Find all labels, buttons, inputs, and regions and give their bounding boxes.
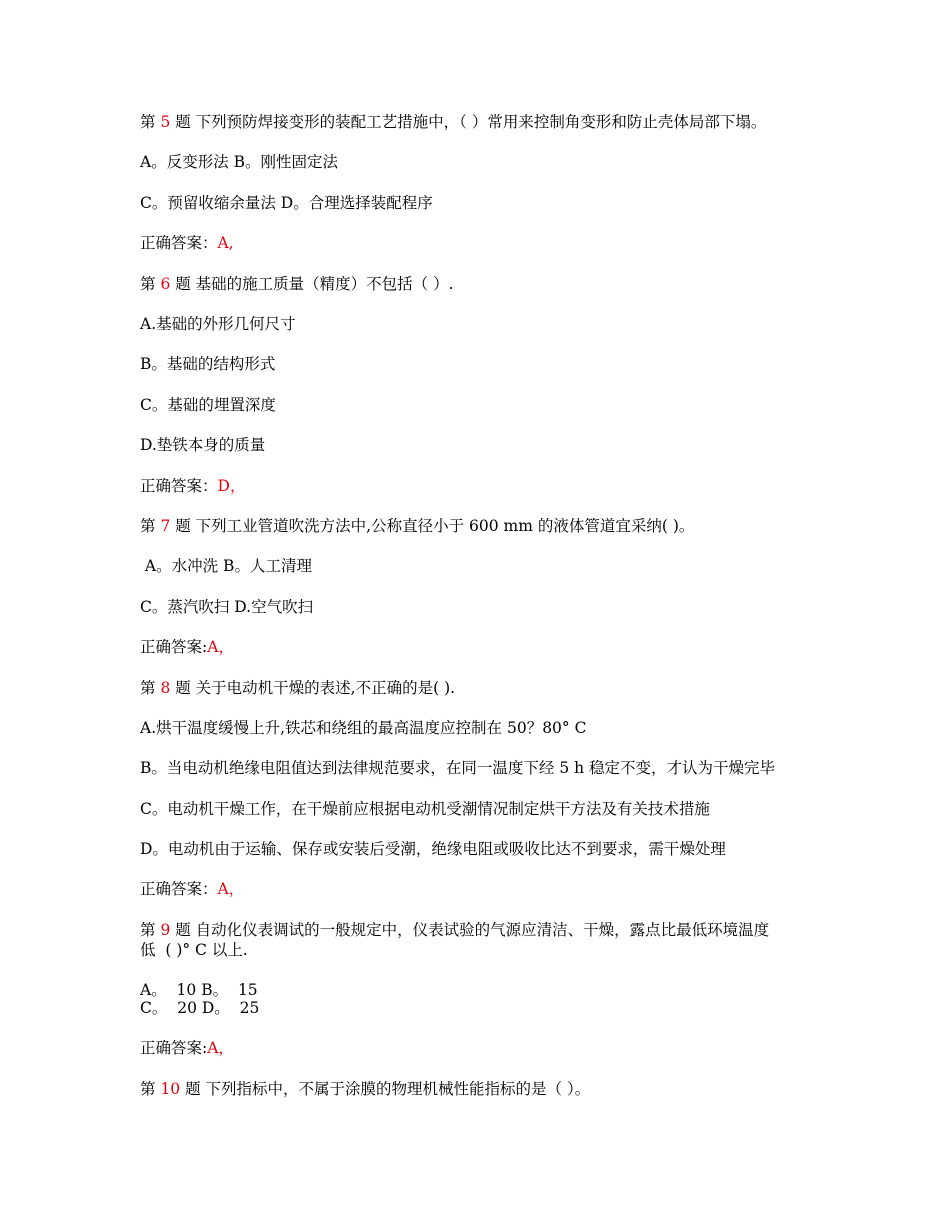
question-text: 下列预防焊接变形的装配工艺措施中，（ ）常用来控制角变形和防止壳体局部下塌。	[195, 113, 767, 131]
answer-line	[140, 1039, 234, 1057]
option-line: A。 10 B。 15	[140, 981, 258, 999]
answer-line	[140, 880, 244, 898]
question-prefix: 第	[140, 1080, 161, 1098]
option-line: B。当电动机绝缘电阻值达到法律规范要求，在同一温度下经 5 h 稳定不变，才认为干燥完毕	[140, 759, 776, 777]
answer-value: A，	[217, 880, 245, 898]
question-number: 9	[160, 921, 171, 939]
question-prefix: 第	[140, 113, 161, 131]
answer-line	[140, 234, 234, 252]
question-suffix: 题	[170, 275, 196, 293]
question-text: 下列指标中，不属于涂膜的物理机械性能指标的是（ ）。	[205, 1080, 591, 1098]
question-suffix: 题	[180, 1080, 206, 1098]
question-text: 下列工业管道吹洗方法中,公称直径小于 600 mm 的液体管道宜采纳( )。	[195, 517, 695, 535]
answer-label: 正确答案:	[140, 1039, 208, 1057]
answer-value: A，	[207, 638, 234, 656]
question-suffix: 题	[170, 921, 196, 939]
option-line: A。反变形法 B。刚性固定法	[140, 153, 339, 171]
option-line: A。水冲洗 B。人工清理	[140, 557, 312, 575]
question-title	[140, 679, 455, 697]
question-prefix: 第	[140, 679, 161, 697]
option-line: D.垫铁本身的质量	[140, 436, 266, 454]
answer-value: A,	[217, 234, 234, 252]
answer-line	[140, 638, 234, 656]
question-title	[140, 275, 454, 293]
question-prefix: 第	[140, 275, 161, 293]
question-title	[140, 921, 769, 939]
answer-line	[140, 477, 245, 495]
option-line: C。蒸汽吹扫 D.空气吹扫	[140, 598, 314, 616]
question-text: 关于电动机干燥的表述,不正确的是( ).	[195, 679, 456, 697]
question-number: 10	[160, 1080, 181, 1098]
question-suffix: 题	[170, 113, 196, 131]
answer-value: D，	[217, 477, 246, 495]
answer-label: 正确答案：	[140, 477, 218, 495]
option-line: D。电动机由于运输、保存或安装后受潮，绝缘电阻或吸收比达不到要求，需干燥处理	[140, 840, 726, 858]
question-title	[140, 113, 766, 131]
question-number: 8	[160, 679, 171, 697]
question-number: 7	[160, 517, 171, 535]
option-line: C。预留收缩余量法 D。合理选择装配程序	[140, 194, 433, 212]
answer-value: A，	[207, 1039, 234, 1057]
option-line: C。 20 D。 25	[140, 999, 260, 1017]
option-line: C。电动机干燥工作，在干燥前应根据电动机受潮情况制定烘干方法及有关技术措施	[140, 800, 710, 818]
question-number: 6	[160, 275, 171, 293]
question-number: 5	[160, 113, 171, 131]
question-text: 自动化仪表调试的一般规定中，仪表试验的气源应清洁、干燥，露点比最低环境温度	[195, 921, 770, 939]
question-title	[140, 517, 694, 535]
question-text: 基础的施工质量（精度）不包括（ ）.	[195, 275, 454, 293]
question-suffix: 题	[170, 679, 196, 697]
answer-label: 正确答案：	[140, 880, 218, 898]
option-line: A.基础的外形几何尺寸	[140, 315, 296, 333]
option-line: B。基础的结构形式	[140, 355, 276, 373]
option-line: A.烘干温度缓慢上升,铁芯和绕组的最高温度应控制在 50？80° C	[140, 719, 587, 737]
answer-label: 正确答案：	[140, 234, 218, 252]
question-title	[140, 1080, 590, 1098]
question-suffix: 题	[170, 517, 196, 535]
question-prefix: 第	[140, 921, 161, 939]
question-text-continued: 低 ( )° C 以上.	[140, 941, 248, 959]
answer-label: 正确答案:	[140, 638, 208, 656]
question-prefix: 第	[140, 517, 161, 535]
option-line: C。基础的埋置深度	[140, 396, 276, 414]
